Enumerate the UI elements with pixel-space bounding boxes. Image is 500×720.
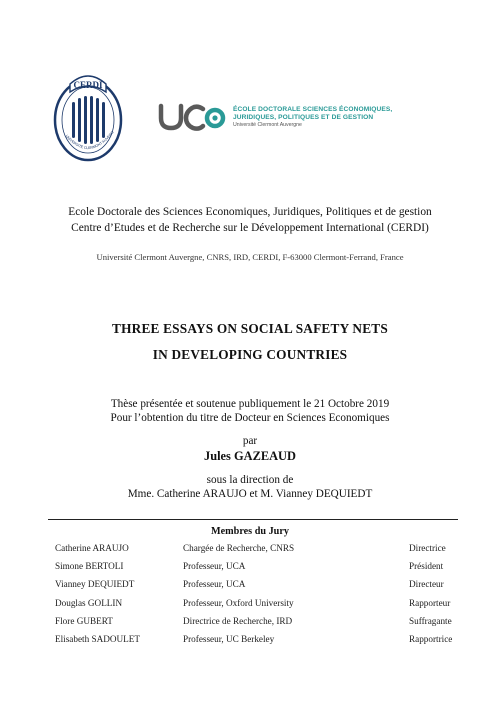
jury-member-title: Professeur, UCA — [183, 579, 246, 590]
jury-member-name: Flore GUBERT — [55, 615, 113, 626]
jury-member-role: Suffragante — [409, 615, 452, 626]
jury-row — [55, 616, 469, 634]
jury-member-role: Directeur — [409, 579, 444, 590]
doctoral-school-logo-text — [233, 106, 392, 129]
jury-member-title: Professeur, UC Berkeley — [183, 633, 275, 644]
degree-purpose: Pour l’obtention du titre de Docteur en Sciences Economiques — [110, 412, 390, 424]
jury-member-role: Rapportrice — [409, 633, 453, 644]
jury-row — [55, 543, 469, 561]
thesis-title-line1: THREE ESSAYS ON SOCIAL SAFETY NETS — [112, 321, 388, 336]
supervisors: Mme. Catherine ARAUJO et M. Vianney DEQUIEDT — [127, 488, 373, 500]
uca-text-line1: ÉCOLE DOCTORALE SCIENCES ÉCONOMIQUES, — [233, 106, 393, 113]
jury-member-title: Chargée de Recherche, CNRS — [183, 543, 295, 553]
jury-member-name: Elisabeth SADOULET — [55, 633, 140, 644]
author-name: Jules GAZEAUD — [204, 449, 296, 463]
jury-member-role: Président — [409, 561, 444, 572]
thesis-title-line2: IN DEVELOPING COUNTRIES — [152, 347, 348, 362]
jury-member-name: Catherine ARAUJO — [55, 543, 129, 553]
uca-university: Université Clermont Auvergne — [233, 122, 302, 128]
jury-member-title: Professeur, UCA — [183, 561, 246, 572]
jury-divider — [48, 519, 458, 520]
cerdi-name: CERDI — [73, 80, 103, 90]
jury-row — [55, 579, 469, 597]
jury-member-name: Vianney DEQUIEDT — [55, 579, 135, 590]
jury-row — [55, 634, 469, 652]
par-label: par — [242, 435, 258, 447]
jury-member-name: Simone BERTOLI — [55, 561, 124, 572]
uca-text-line2: JURIDIQUES, POLITIQUES ET DE GESTION — [233, 114, 374, 121]
research-center-name: Centre d’Etudes et de Recherche sur le Développement International (CERDI) — [71, 222, 429, 234]
institution-address: Université Clermont Auvergne, CNRS, IRD, CERDI, F-63000 Clermont-Ferrand, France — [96, 252, 404, 262]
direction-label: sous la direction de — [206, 474, 294, 486]
jury-member-name: Douglas GOLLIN — [55, 597, 123, 608]
defense-date: Thèse présentée et soutenue publiquement le 21 Octobre 2019 — [110, 398, 390, 410]
jury-member-title: Directrice de Recherche, IRD — [183, 615, 293, 626]
cerdi-ring-text: UNIVERSITÉ CLERMONT AUVERG — [64, 130, 115, 151]
cerdi-logo — [48, 62, 128, 164]
jury-table — [55, 543, 469, 652]
jury-member-role: Directrice — [409, 543, 446, 553]
uca-logo-mark — [155, 100, 227, 134]
jury-member-role: Rapporteur — [409, 597, 451, 608]
jury-member-title: Professeur, Oxford University — [183, 597, 294, 608]
jury-row — [55, 598, 469, 616]
jury-heading: Membres du Jury — [211, 526, 289, 537]
jury-row — [55, 561, 469, 579]
doctoral-school-name: Ecole Doctorale des Sciences Economiques, Juridiques, Politiques et de gestion — [68, 206, 432, 218]
